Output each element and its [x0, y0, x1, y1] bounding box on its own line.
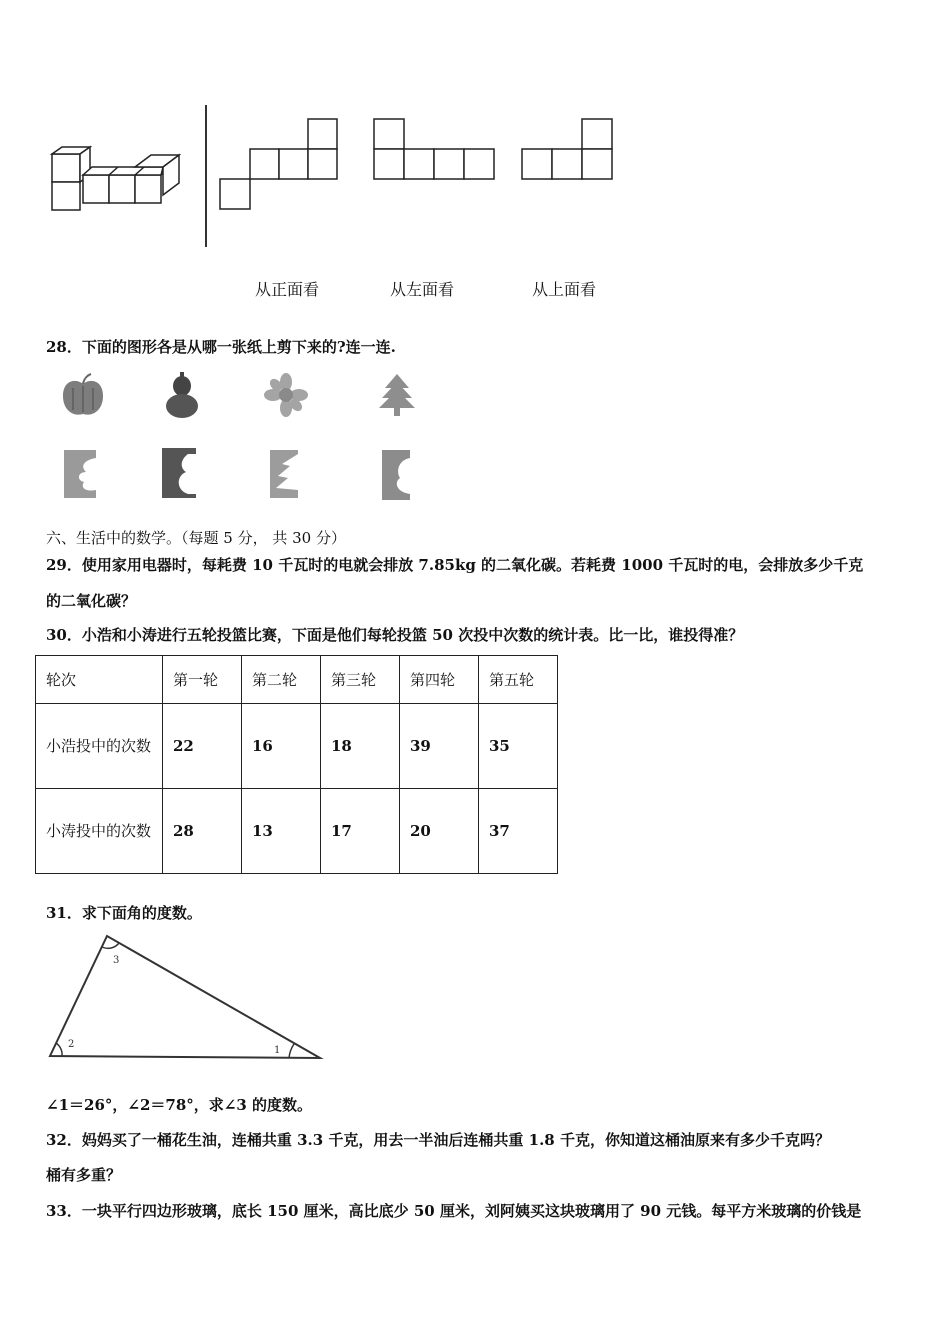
table-cell: 16 [242, 704, 321, 789]
table-cell: 39 [400, 704, 479, 789]
q28-text: 28．下面的图形各是从哪一张纸上剪下来的?连一连. [46, 338, 396, 356]
paper-tree-cut-icon [268, 448, 300, 500]
table-cell: 22 [163, 704, 242, 789]
q31-text: 31．求下面角的度数。 [46, 904, 202, 922]
front-view-label: 从正面看 [255, 280, 320, 299]
table-cell: 17 [321, 789, 400, 874]
table-header-cell: 轮次 [36, 656, 163, 704]
q30-table [35, 655, 558, 874]
tree-shape-icon [377, 372, 417, 418]
q31-given: ∠1＝26°，∠2＝78°，求∠3 的度数。 [46, 1096, 312, 1114]
table-cell: 13 [242, 789, 321, 874]
table-cell: 18 [321, 704, 400, 789]
table-row [36, 704, 558, 789]
cube-figure [45, 145, 185, 215]
triangle-figure [44, 930, 329, 1065]
divider-line [205, 105, 207, 247]
table-row-label: 小涛投中的次数 [36, 789, 163, 874]
table-header-cell: 第五轮 [479, 656, 558, 704]
section-6-title: 六、生活中的数学。（每题 5 分， 共 30 分） [46, 529, 346, 547]
left-view-figure [370, 115, 500, 185]
table-header-cell: 第一轮 [163, 656, 242, 704]
top-view-label: 从上面看 [532, 280, 597, 299]
paper-apple-cut-icon [380, 448, 412, 502]
apple-shape-icon [58, 372, 108, 420]
q32-line2: 桶有多重？ [46, 1166, 122, 1184]
table-cell: 37 [479, 789, 558, 874]
top-view-figure [518, 115, 618, 185]
q33-line1: 33．一块平行四边形玻璃，底长 150 厘米，高比底少 50 厘米，刘阿姨买这块玻璃用了 90 元钱。每平方米玻璃的价钱是 [46, 1202, 862, 1220]
left-view-label: 从左面看 [390, 280, 455, 299]
table-cell: 20 [400, 789, 479, 874]
q30-text: 30．小浩和小涛进行五轮投篮比赛，下面是他们每轮投篮 50 次投中次数的统计表。比一比，谁投得准？ [46, 626, 744, 644]
q29-line2: 的二氧化碳？ [46, 592, 137, 610]
q32-line1: 32．妈妈买了一桶花生油，连桶共重 3.3 千克，用去一半油后连桶共重 1.8 千克，你知道这桶油原来有多少千克吗？ [46, 1131, 830, 1149]
angle-2-label: 2 [68, 1039, 75, 1050]
front-view-figure [215, 115, 345, 215]
paper-gourd-cut-icon [160, 446, 198, 500]
gourd-shape-icon [160, 370, 204, 420]
table-header-cell: 第二轮 [242, 656, 321, 704]
table-row [36, 789, 558, 874]
table-cell: 28 [163, 789, 242, 874]
q29-line1: 29．使用家用电器时，每耗费 10 千瓦时的电就会排放 7.85kg 的二氧化碳。若耗费 1000 千瓦时的电，会排放多少千克 [46, 556, 864, 574]
angle-3-label: 3 [113, 955, 120, 966]
table-header-row [36, 656, 558, 704]
angle-1-label: 1 [274, 1045, 281, 1056]
flower-shape-icon [263, 372, 309, 418]
paper-flower-cut-icon [62, 448, 98, 500]
table-header-cell: 第三轮 [321, 656, 400, 704]
table-header-cell: 第四轮 [400, 656, 479, 704]
table-row-label: 小浩投中的次数 [36, 704, 163, 789]
table-cell: 35 [479, 704, 558, 789]
